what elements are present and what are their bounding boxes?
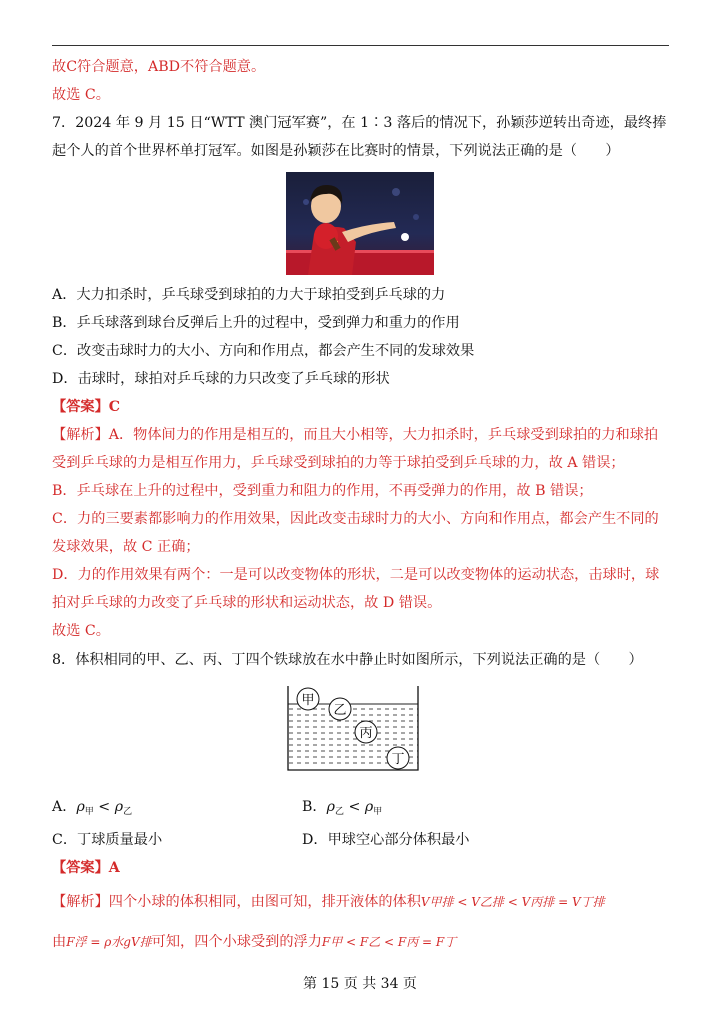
ball-jia: [297, 688, 319, 710]
q8-option-a: A．$\rho_甲 < \rho_乙$: [52, 799, 133, 817]
q7-explanation-line4: C．力的三要素都影响力的作用效果，因此改变击球时力的大小、方向和作用点，都会产生不同的: [52, 511, 659, 527]
q7-stem-line1: 7．2024 年 9 月 15 日“WTT 澳门冠军赛”，在 1∶3 落后的情况下，孙颖莎逆转出奇迹，最终捧: [52, 115, 667, 131]
q7-explanation-line6: D．力的作用效果有两个：一是可以改变物体的形状，二是可以改变物体的运动状态，击球时，球: [52, 567, 660, 583]
q7-answer: 【答案】C: [52, 399, 121, 415]
header-rule: [52, 45, 669, 46]
svg-text:丙: 丙: [359, 726, 373, 741]
q7-explanation-line1: 【解析】A．物体间力的作用是相互的，而且大小相等，大力扣杀时，乒乓球受到球拍的力和球拍: [52, 427, 659, 443]
prev-final-answer: 故选 C。: [52, 87, 110, 103]
q8-stem: 8．体积相同的甲、乙、丙、丁四个铁球放在水中静止时如图所示，下列说法正确的是（ ）: [52, 652, 643, 668]
svg-text:丁: 丁: [391, 752, 405, 767]
prev-explanation-line: 故C符合题意，ABD不符合题意。: [52, 59, 266, 75]
q8-beaker-diagram: [280, 682, 428, 774]
q7-stem-line2: 起个人的首个世界杯单打冠军。如图是孙颖莎在比赛时的情景，下列说法正确的是（ ）: [52, 143, 620, 159]
ball-ding: [387, 747, 409, 769]
q7-explanation-line2: 受到乒乓球的力是相互作用力，乒乓球受到球拍的力等于球拍受到乒乓球的力，故 A 错误；: [52, 455, 625, 471]
q8-explanation-line2: 由F浮 = ρ水gV排可知，四个小球受到的浮力F甲 < F乙 < F丙 = F丁: [52, 934, 457, 950]
q8-option-d: D．甲球空心部分体积最小: [302, 832, 470, 848]
q7-option-c: C．改变击球时力的大小、方向和作用点，都会产生不同的发球效果: [52, 343, 475, 359]
q8-option-c: C．丁球质量最小: [52, 832, 163, 848]
q7-option-b: B．乒乓球落到球台反弹后上升的过程中，受到弹力和重力的作用: [52, 315, 460, 331]
svg-text:甲: 甲: [301, 693, 315, 708]
svg-text:乙: 乙: [333, 703, 347, 718]
q8-explanation-line1: 【解析】四个小球的体积相同，由图可知，排开液体的体积V甲排 < V乙排 < V丙排 = V丁排: [52, 894, 605, 910]
q7-option-d: D．击球时，球拍对乒乓球的力只改变了乒乓球的形状: [52, 371, 390, 387]
ball-yi: [329, 698, 351, 720]
page-footer: 第 15 页 共 34 页: [303, 976, 417, 992]
q8-option-b: B．$\rho_乙 < \rho_甲$: [302, 799, 383, 817]
q7-option-a: A．大力扣杀时，乒乓球受到球拍的力大于球拍受到乒乓球的力: [52, 287, 446, 303]
ball-bing: [355, 721, 377, 743]
q7-explanation-line7: 拍对乒乓球的力改变了乒乓球的形状和运动状态，故 D 错误。: [52, 595, 442, 611]
q7-final-answer: 故选 C。: [52, 623, 110, 639]
q7-photo-table-tennis-player: [286, 172, 434, 275]
q7-explanation-line3: B．乒乓球在上升的过程中，受到重力和阻力的作用，不再受弹力的作用，故 B 错误；: [52, 483, 593, 499]
q7-explanation-line5: 发球效果，故 C 正确；: [52, 539, 200, 555]
q8-answer: 【答案】A: [52, 860, 120, 876]
